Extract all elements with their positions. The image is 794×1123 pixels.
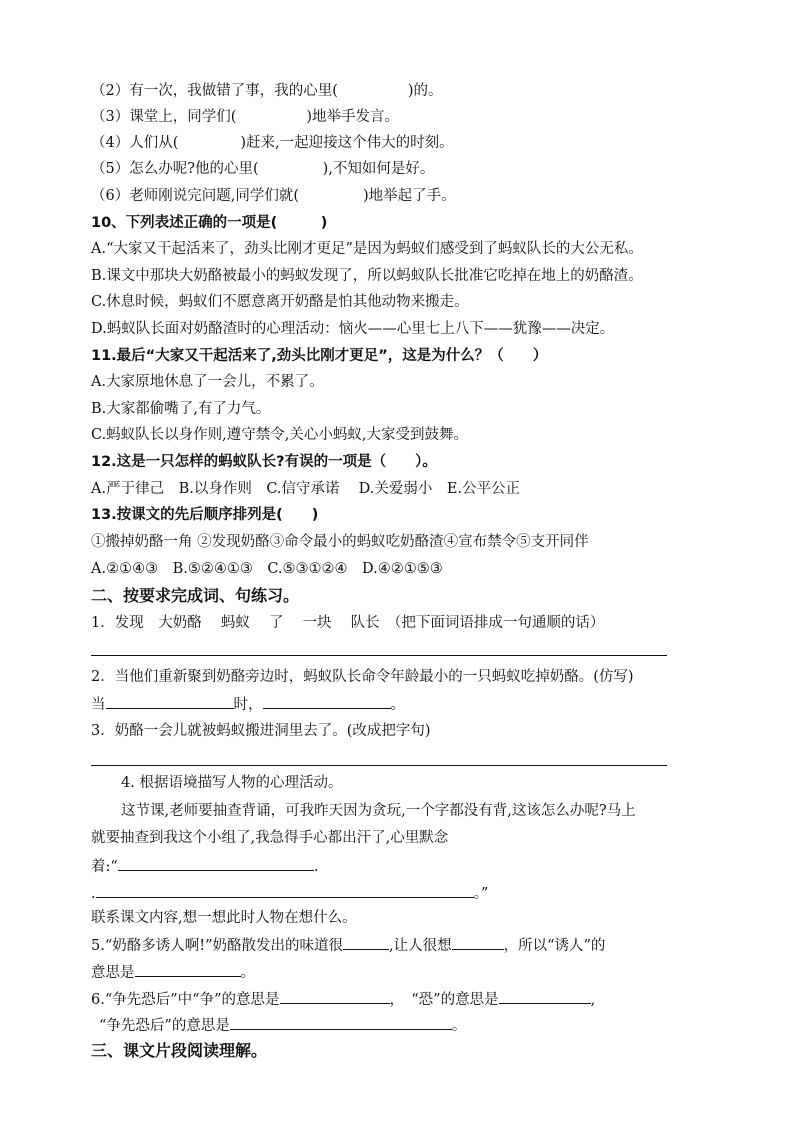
q11-title: 11.最后“大家又干起活来了,劲头比刚才更足”，这是为什么？（ ） bbox=[91, 348, 548, 364]
answer-blank[interactable] bbox=[280, 988, 390, 1004]
s2-item-2-fill: 当 时， 。 bbox=[91, 693, 405, 715]
q13-options: A.②①④③ B.⑤②④①③ C.⑤③①②④ D.④②①⑤③ bbox=[91, 561, 443, 577]
q11-option-c: C.蚂蚁队长以身作则,遵守禁令,关心小蚂蚁,大家受到鼓舞。 bbox=[91, 427, 469, 443]
q9-item-2: （2）有一次，我做错了事，我的心里( )的。 bbox=[91, 83, 443, 99]
answer-blank[interactable] bbox=[452, 934, 504, 950]
q10-title: 10、下列表述正确的一项是( ) bbox=[91, 215, 328, 231]
s2-item-4-title: 4. 根据语境描写人物的心理活动。 bbox=[121, 775, 343, 791]
s2-item-5: 5.“奶酪多诱人啊!”奶酪散发出的味道很 ,让人很想 ，所以“诱人”的 bbox=[91, 934, 605, 956]
s2-item-2: 2．当他们重新聚到奶酪旁边时，蚂蚁队长命令年龄最小的一只蚂蚁吃掉奶酪。(仿写) bbox=[91, 669, 634, 685]
q10-option-a: A.“大家又干起活来了，劲头比刚才更足”是因为蚂蚁们感受到了蚂蚁队长的大公无私。 bbox=[91, 241, 643, 257]
q10-option-d: D.蚂蚁队长面对奶酪渣时的心理活动：恼火——心里七上八下——犹豫——决定。 bbox=[91, 321, 615, 337]
answer-line bbox=[91, 765, 667, 766]
s2-item-5-meaning: 意思是 。 bbox=[91, 961, 255, 983]
answer-blank[interactable] bbox=[106, 693, 234, 709]
q9-item-6: （6）老师刚说完问题,同学们就( )地举起了手。 bbox=[91, 188, 456, 204]
answer-blank[interactable] bbox=[135, 961, 241, 977]
q9-item-3: （3）课堂上，同学们( )地举手发言。 bbox=[91, 109, 400, 125]
answer-blank[interactable] bbox=[343, 934, 389, 950]
q11-option-a: A.大家原地休息了一会儿，不累了。 bbox=[91, 374, 324, 390]
s2-item-3: 3．奶酪一会儿就被蚂蚁搬进洞里去了。(改成把字句) bbox=[91, 723, 431, 739]
section-2-title: 二、按要求完成词、句练习。 bbox=[91, 586, 300, 605]
answer-blank[interactable] bbox=[118, 855, 314, 871]
s2-item-6: 6.“争先恐后”中“争”的意思是 ， “恐”的意思是 , bbox=[91, 988, 595, 1010]
q12-title: 12.这是一只怎样的蚂蚁队长?有误的一项是（ ）。 bbox=[91, 454, 437, 470]
answer-blank[interactable] bbox=[96, 882, 474, 898]
q11-option-b: B.大家都偷嘴了,有了力气。 bbox=[91, 401, 271, 417]
answer-line bbox=[91, 655, 667, 656]
answer-blank[interactable] bbox=[499, 988, 591, 1004]
s2-item-4-prompt: 联系课文内容,想一想此时人物在想什么。 bbox=[91, 910, 357, 926]
s2-item-4-passage-4: . 。” bbox=[91, 882, 488, 904]
s2-item-4-passage-3: 着:“ . bbox=[91, 855, 318, 877]
s2-item-6-meaning: “争先恐后”的意思是 。 bbox=[99, 1014, 466, 1036]
q9-item-5: （5）怎么办呢?他的心里( ),不知如何是好。 bbox=[91, 161, 435, 177]
q10-option-b: B.课文中那块大奶酪被最小的蚂蚁发现了，所以蚂蚁队长批准它吃掉在地上的奶酪渣。 bbox=[91, 268, 643, 284]
s2-item-1: 1．发现 大奶酪 蚂蚁 了 一块 队长 （把下面词语排成一句通顺的话） bbox=[91, 615, 605, 631]
s2-item-4-passage-2: 就要抽查到我这个小组了,我急得手心都出汗了,心里默念 bbox=[91, 830, 449, 846]
answer-blank[interactable] bbox=[263, 693, 391, 709]
q12-options: A.严于律己 B.以身作则 C.信守承诺 D.关爱弱小 E.公平公正 bbox=[91, 481, 521, 497]
section-3-title: 三、课文片段阅读理解。 bbox=[91, 1041, 268, 1060]
q13-title: 13.按课文的先后顺序排列是( ) bbox=[91, 507, 319, 523]
q13-items: ①搬掉奶酪一角 ②发现奶酪③命令最小的蚂蚁吃奶酪渣④宣布禁令⑤支开同伴 bbox=[91, 534, 589, 550]
s2-item-4-passage-1: 这节课,老师要抽查背诵，可我昨天因为贪玩,一个字都没有背,这该怎么办呢?马上 bbox=[121, 803, 636, 819]
q10-option-c: C.休息时候，蚂蚁们不愿意离开奶酪是怕其他动物来搬走。 bbox=[91, 294, 469, 310]
answer-blank[interactable] bbox=[230, 1014, 452, 1030]
q9-item-4: （4）人们从( )赶来,一起迎接这个伟大的时刻。 bbox=[91, 135, 454, 151]
